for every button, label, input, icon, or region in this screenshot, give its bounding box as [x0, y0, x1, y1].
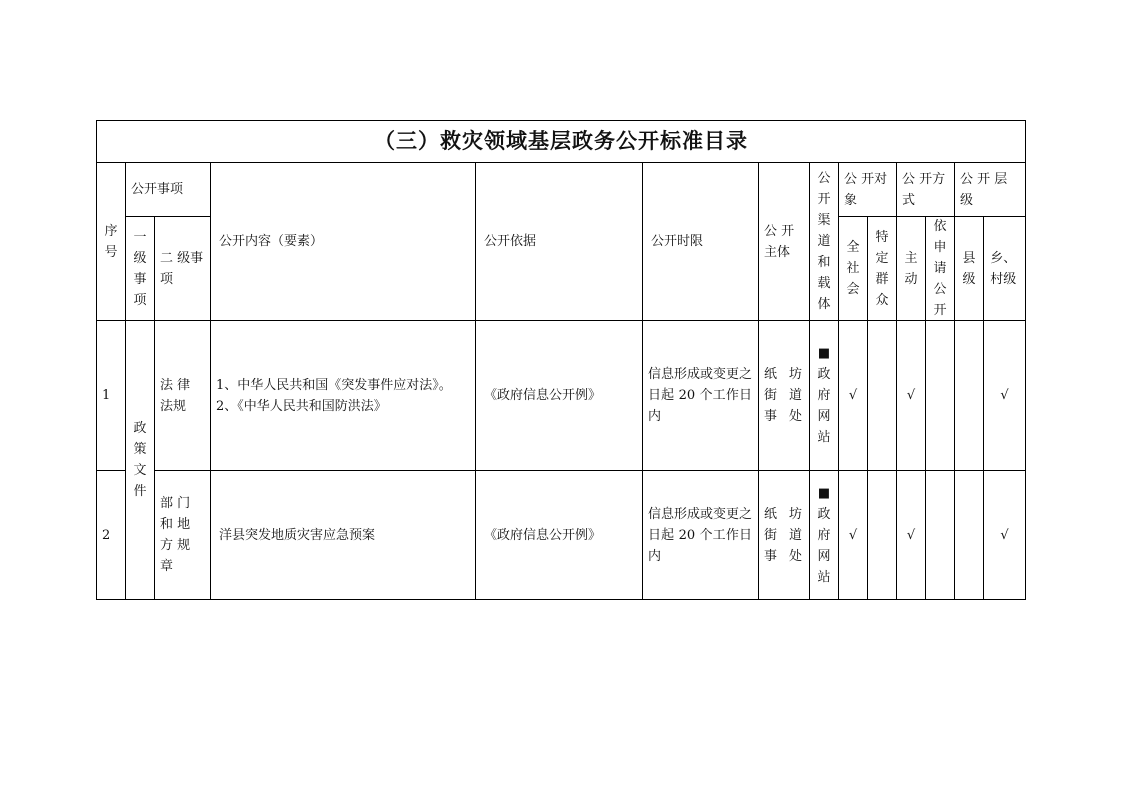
header-target-specific: 特定群众: [868, 217, 897, 321]
header-level-county: 县级: [955, 217, 984, 321]
header-target: 公 开对象: [839, 163, 897, 217]
header-level: 公 开 层级: [955, 163, 1025, 217]
table-row-deadline: 信息形成或变更之日起 20 个工作日内: [643, 321, 759, 471]
table-row-seq: 1: [97, 321, 126, 471]
table-row-content: [211, 321, 476, 471]
table-row-mode-active: √: [897, 471, 926, 599]
table-row-basis: 《政府信息公开例》: [476, 471, 643, 599]
header-seq: 序号: [97, 163, 126, 321]
table-row-channel: ■政府网站: [810, 321, 839, 471]
header-basis: 公开依据: [476, 163, 643, 321]
category-level1: 政策文件: [126, 321, 155, 599]
table-row-subject: 纸 坊街道事处: [759, 471, 810, 599]
table-row-mode-active: √: [897, 321, 926, 471]
table-row-target-all: √: [839, 471, 868, 599]
table-row-level-township: √: [1000, 527, 1009, 543]
table-row-deadline: 信息形成或变更之日起 20 个工作日内: [643, 471, 759, 599]
table-row-target-all: √: [839, 321, 868, 471]
content-line: 2、《中华人民共和国防洪法》: [216, 398, 387, 414]
table-row-content: [211, 471, 476, 599]
table-row-target-specific: [868, 471, 897, 599]
header-subject: 公 开主体: [759, 163, 810, 321]
table-row-seq: 2: [97, 471, 126, 599]
table-row-subject: 纸 坊街道事处: [759, 321, 810, 471]
catalog-table: [96, 120, 1026, 600]
header-level2: 二 级事项: [155, 217, 211, 321]
header-level-township: 乡、村级: [984, 217, 1025, 321]
content-line: 洋县突发地质灾害应急预案: [219, 527, 376, 543]
table-row-level2: 部 门和 地方 规章: [155, 471, 211, 599]
header-channel: 公开渠道和载体: [810, 163, 839, 321]
header-mode-active: 主动: [897, 217, 926, 321]
table-row-channel: ■政府网站: [810, 471, 839, 599]
header-level1: 一级事项: [126, 217, 155, 321]
page-title: （三）救灾领域基层政务公开标准目录: [97, 121, 1025, 163]
table-row-level-county: [955, 471, 984, 599]
table-row-mode-apply: [926, 321, 955, 471]
header-content: 公开内容（要素）: [211, 163, 476, 321]
content-line: 1、中华人民共和国《突发事件应对法》。: [216, 377, 452, 393]
table-row-level-county: [955, 321, 984, 471]
table-row-mode-apply: [926, 471, 955, 599]
header-mode: 公 开方式: [897, 163, 955, 217]
table-row-level-township: √: [984, 321, 1025, 471]
header-mode-apply: 依申请公开: [926, 217, 955, 321]
table-row-basis: 《政府信息公开例》: [476, 321, 643, 471]
table-row-level2: 法 律法规: [155, 321, 211, 471]
header-deadline: 公开时限: [643, 163, 759, 321]
table-row-target-specific: [868, 321, 897, 471]
header-matters: 公开事项: [126, 163, 211, 217]
header-target-all: 全社会: [839, 217, 868, 321]
